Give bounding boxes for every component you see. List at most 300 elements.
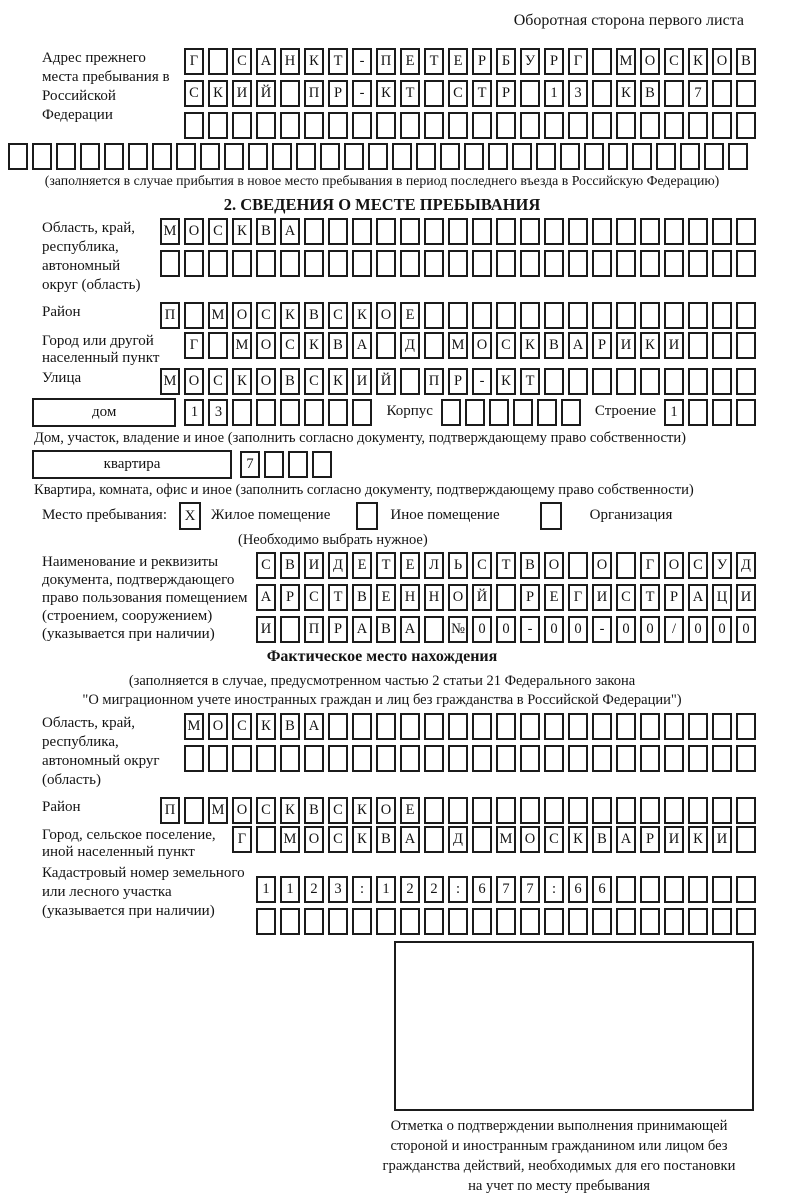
char-cell[interactable]	[184, 745, 204, 772]
char-cell[interactable]	[352, 399, 372, 426]
char-cell[interactable]	[568, 713, 588, 740]
char-cell[interactable]: С	[232, 48, 252, 75]
char-cell[interactable]: И	[592, 584, 612, 611]
char-cell[interactable]: П	[160, 302, 180, 329]
char-cell[interactable]: 2	[424, 876, 444, 903]
char-cell[interactable]: К	[376, 80, 396, 107]
char-cell[interactable]	[368, 143, 388, 170]
char-cell[interactable]	[640, 876, 660, 903]
char-cell[interactable]	[544, 218, 564, 245]
char-cell[interactable]	[232, 250, 252, 277]
char-cell[interactable]: В	[376, 826, 396, 853]
char-cell[interactable]	[184, 112, 204, 139]
char-cell[interactable]	[424, 80, 444, 107]
char-cell[interactable]	[568, 368, 588, 395]
char-cell[interactable]	[352, 250, 372, 277]
char-cell[interactable]: К	[280, 797, 300, 824]
char-cell[interactable]	[256, 745, 276, 772]
char-cell[interactable]: Г	[568, 584, 588, 611]
char-cell[interactable]	[280, 908, 300, 935]
char-cell[interactable]: В	[640, 80, 660, 107]
char-cell[interactable]: О	[256, 332, 276, 359]
char-cell[interactable]: 0	[472, 616, 492, 643]
char-cell[interactable]	[712, 112, 732, 139]
char-cell[interactable]	[688, 908, 708, 935]
char-cell[interactable]: И	[232, 80, 252, 107]
char-cell[interactable]	[128, 143, 148, 170]
char-cell[interactable]	[465, 399, 485, 426]
char-cell[interactable]: Г	[568, 48, 588, 75]
char-cell[interactable]	[544, 112, 564, 139]
char-cell[interactable]	[288, 451, 308, 478]
char-cell[interactable]: В	[376, 616, 396, 643]
char-cell[interactable]	[472, 250, 492, 277]
char-cell[interactable]: О	[184, 368, 204, 395]
char-cell[interactable]: -	[352, 80, 372, 107]
char-cell[interactable]	[536, 143, 556, 170]
char-cell[interactable]: А	[688, 584, 708, 611]
char-cell[interactable]	[352, 713, 372, 740]
char-cell[interactable]: А	[280, 218, 300, 245]
char-cell[interactable]	[376, 218, 396, 245]
char-cell[interactable]: О	[592, 552, 612, 579]
char-cell[interactable]	[616, 713, 636, 740]
char-cell[interactable]	[568, 302, 588, 329]
char-cell[interactable]: Р	[328, 616, 348, 643]
char-cell[interactable]: А	[352, 332, 372, 359]
char-cell[interactable]: Й	[256, 80, 276, 107]
char-cell[interactable]	[280, 399, 300, 426]
char-cell[interactable]: -	[352, 48, 372, 75]
char-cell[interactable]: Г	[184, 48, 204, 75]
char-cell[interactable]	[568, 250, 588, 277]
char-cell[interactable]: К	[352, 826, 372, 853]
char-cell[interactable]: А	[256, 48, 276, 75]
char-cell[interactable]: С	[448, 80, 468, 107]
char-cell[interactable]	[544, 797, 564, 824]
char-cell[interactable]	[544, 302, 564, 329]
char-cell[interactable]: С	[256, 552, 276, 579]
char-cell[interactable]	[736, 826, 756, 853]
char-cell[interactable]: Е	[400, 797, 420, 824]
char-cell[interactable]	[400, 368, 420, 395]
char-cell[interactable]: П	[376, 48, 396, 75]
char-cell[interactable]	[520, 80, 540, 107]
char-cell[interactable]: С	[544, 826, 564, 853]
char-cell[interactable]	[520, 797, 540, 824]
char-cell[interactable]	[640, 302, 660, 329]
char-cell[interactable]	[592, 112, 612, 139]
char-cell[interactable]	[656, 143, 676, 170]
char-cell[interactable]	[256, 112, 276, 139]
char-cell[interactable]: С	[328, 302, 348, 329]
stay-checkbox-organization[interactable]	[540, 502, 562, 530]
char-cell[interactable]: 0	[736, 616, 756, 643]
char-cell[interactable]: Е	[376, 584, 396, 611]
char-cell[interactable]: С	[688, 552, 708, 579]
char-cell[interactable]	[592, 745, 612, 772]
char-cell[interactable]: О	[544, 552, 564, 579]
char-cell[interactable]	[616, 218, 636, 245]
char-cell[interactable]	[664, 218, 684, 245]
char-cell[interactable]	[640, 745, 660, 772]
char-cell[interactable]	[248, 143, 268, 170]
char-cell[interactable]: Р	[544, 48, 564, 75]
char-cell[interactable]: М	[232, 332, 252, 359]
char-cell[interactable]	[584, 143, 604, 170]
char-cell[interactable]	[184, 302, 204, 329]
char-cell[interactable]: Т	[520, 368, 540, 395]
char-cell[interactable]	[632, 143, 652, 170]
char-cell[interactable]: В	[544, 332, 564, 359]
char-cell[interactable]	[208, 745, 228, 772]
char-cell[interactable]	[448, 250, 468, 277]
char-cell[interactable]	[376, 745, 396, 772]
char-cell[interactable]	[352, 908, 372, 935]
char-cell[interactable]: Р	[328, 80, 348, 107]
char-cell[interactable]: Е	[448, 48, 468, 75]
char-cell[interactable]	[272, 143, 292, 170]
char-cell[interactable]	[640, 218, 660, 245]
char-cell[interactable]	[544, 908, 564, 935]
char-cell[interactable]	[280, 80, 300, 107]
char-cell[interactable]	[520, 302, 540, 329]
char-cell[interactable]	[736, 302, 756, 329]
char-cell[interactable]	[512, 143, 532, 170]
char-cell[interactable]	[568, 745, 588, 772]
char-cell[interactable]: Т	[328, 584, 348, 611]
char-cell[interactable]	[232, 112, 252, 139]
char-cell[interactable]	[712, 745, 732, 772]
char-cell[interactable]: В	[352, 584, 372, 611]
char-cell[interactable]: И	[256, 616, 276, 643]
char-cell[interactable]: В	[280, 368, 300, 395]
char-cell[interactable]	[376, 112, 396, 139]
char-cell[interactable]: О	[376, 797, 396, 824]
char-cell[interactable]	[280, 745, 300, 772]
char-cell[interactable]: П	[304, 80, 324, 107]
char-cell[interactable]: 1	[664, 399, 684, 426]
char-cell[interactable]: И	[736, 584, 756, 611]
char-cell[interactable]	[344, 143, 364, 170]
char-cell[interactable]: 1	[544, 80, 564, 107]
char-cell[interactable]: Е	[544, 584, 564, 611]
char-cell[interactable]	[688, 797, 708, 824]
char-cell[interactable]	[472, 745, 492, 772]
char-cell[interactable]	[520, 218, 540, 245]
char-cell[interactable]: К	[568, 826, 588, 853]
char-cell[interactable]: Р	[448, 368, 468, 395]
char-cell[interactable]	[664, 250, 684, 277]
char-cell[interactable]	[688, 250, 708, 277]
char-cell[interactable]	[712, 332, 732, 359]
char-cell[interactable]: М	[496, 826, 516, 853]
char-cell[interactable]: С	[616, 584, 636, 611]
char-cell[interactable]: Й	[376, 368, 396, 395]
char-cell[interactable]	[592, 48, 612, 75]
char-cell[interactable]: 1	[376, 876, 396, 903]
char-cell[interactable]	[424, 797, 444, 824]
stay-checkbox-other-premises[interactable]	[356, 502, 378, 530]
char-cell[interactable]	[304, 250, 324, 277]
char-cell[interactable]	[104, 143, 124, 170]
char-cell[interactable]	[376, 908, 396, 935]
char-cell[interactable]	[424, 826, 444, 853]
char-cell[interactable]: Д	[328, 552, 348, 579]
char-cell[interactable]	[328, 908, 348, 935]
char-cell[interactable]	[296, 143, 316, 170]
char-cell[interactable]: О	[232, 797, 252, 824]
char-cell[interactable]: С	[208, 368, 228, 395]
char-cell[interactable]	[376, 332, 396, 359]
char-cell[interactable]: -	[592, 616, 612, 643]
char-cell[interactable]	[616, 250, 636, 277]
char-cell[interactable]: Й	[472, 584, 492, 611]
char-cell[interactable]	[376, 250, 396, 277]
char-cell[interactable]: 6	[568, 876, 588, 903]
char-cell[interactable]: Н	[400, 584, 420, 611]
stay-checkbox-residential[interactable]: X	[179, 502, 201, 530]
char-cell[interactable]	[520, 908, 540, 935]
char-cell[interactable]	[496, 112, 516, 139]
char-cell[interactable]: К	[640, 332, 660, 359]
char-cell[interactable]	[544, 713, 564, 740]
char-cell[interactable]	[184, 797, 204, 824]
char-cell[interactable]	[640, 797, 660, 824]
char-cell[interactable]: К	[520, 332, 540, 359]
char-cell[interactable]	[496, 584, 516, 611]
char-cell[interactable]	[176, 143, 196, 170]
char-cell[interactable]	[736, 745, 756, 772]
char-cell[interactable]	[664, 797, 684, 824]
char-cell[interactable]: О	[184, 218, 204, 245]
char-cell[interactable]	[280, 250, 300, 277]
char-cell[interactable]: В	[520, 552, 540, 579]
char-cell[interactable]	[256, 908, 276, 935]
char-cell[interactable]: О	[304, 826, 324, 853]
char-cell[interactable]: Е	[400, 48, 420, 75]
char-cell[interactable]: 0	[568, 616, 588, 643]
char-cell[interactable]: 3	[568, 80, 588, 107]
char-cell[interactable]	[496, 302, 516, 329]
char-cell[interactable]	[312, 451, 332, 478]
char-cell[interactable]	[736, 368, 756, 395]
char-cell[interactable]	[440, 143, 460, 170]
char-cell[interactable]: 2	[400, 876, 420, 903]
char-cell[interactable]: К	[256, 713, 276, 740]
char-cell[interactable]	[496, 745, 516, 772]
char-cell[interactable]: Е	[352, 552, 372, 579]
char-cell[interactable]	[664, 745, 684, 772]
char-cell[interactable]	[544, 745, 564, 772]
char-cell[interactable]	[513, 399, 533, 426]
char-cell[interactable]	[352, 745, 372, 772]
char-cell[interactable]: Ц	[712, 584, 732, 611]
char-cell[interactable]: П	[304, 616, 324, 643]
char-cell[interactable]	[736, 250, 756, 277]
char-cell[interactable]	[592, 250, 612, 277]
char-cell[interactable]: С	[328, 826, 348, 853]
char-cell[interactable]	[664, 368, 684, 395]
char-cell[interactable]	[200, 143, 220, 170]
char-cell[interactable]: В	[592, 826, 612, 853]
char-cell[interactable]	[304, 399, 324, 426]
char-cell[interactable]: 0	[544, 616, 564, 643]
char-cell[interactable]	[496, 797, 516, 824]
char-cell[interactable]: -	[472, 368, 492, 395]
char-cell[interactable]: С	[256, 797, 276, 824]
char-cell[interactable]	[537, 399, 557, 426]
char-cell[interactable]	[544, 250, 564, 277]
char-cell[interactable]: А	[256, 584, 276, 611]
char-cell[interactable]	[736, 218, 756, 245]
char-cell[interactable]: С	[208, 218, 228, 245]
char-cell[interactable]	[496, 250, 516, 277]
char-cell[interactable]	[472, 112, 492, 139]
char-cell[interactable]: 3	[208, 399, 228, 426]
char-cell[interactable]	[688, 399, 708, 426]
char-cell[interactable]	[400, 908, 420, 935]
char-cell[interactable]	[424, 616, 444, 643]
char-cell[interactable]: Р	[280, 584, 300, 611]
char-cell[interactable]	[568, 112, 588, 139]
char-cell[interactable]: Н	[424, 584, 444, 611]
char-cell[interactable]	[712, 302, 732, 329]
char-cell[interactable]	[320, 143, 340, 170]
char-cell[interactable]	[664, 713, 684, 740]
char-cell[interactable]	[400, 218, 420, 245]
char-cell[interactable]	[328, 713, 348, 740]
char-cell[interactable]	[424, 332, 444, 359]
char-cell[interactable]: Е	[400, 302, 420, 329]
char-cell[interactable]	[688, 368, 708, 395]
char-cell[interactable]	[616, 876, 636, 903]
char-cell[interactable]: К	[232, 218, 252, 245]
char-cell[interactable]: :	[448, 876, 468, 903]
char-cell[interactable]: Р	[664, 584, 684, 611]
char-cell[interactable]: Т	[400, 80, 420, 107]
char-cell[interactable]: 2	[304, 876, 324, 903]
char-cell[interactable]: 0	[688, 616, 708, 643]
char-cell[interactable]: Т	[376, 552, 396, 579]
char-cell[interactable]: К	[208, 80, 228, 107]
char-cell[interactable]: К	[688, 826, 708, 853]
char-cell[interactable]: Р	[592, 332, 612, 359]
char-cell[interactable]: О	[232, 302, 252, 329]
char-cell[interactable]	[441, 399, 461, 426]
char-cell[interactable]	[352, 112, 372, 139]
char-cell[interactable]: Д	[400, 332, 420, 359]
char-cell[interactable]	[424, 745, 444, 772]
char-cell[interactable]: О	[256, 368, 276, 395]
char-cell[interactable]	[568, 218, 588, 245]
char-cell[interactable]	[664, 112, 684, 139]
char-cell[interactable]: 6	[472, 876, 492, 903]
char-cell[interactable]	[352, 218, 372, 245]
char-cell[interactable]	[592, 908, 612, 935]
char-cell[interactable]: И	[664, 332, 684, 359]
char-cell[interactable]: К	[304, 332, 324, 359]
char-cell[interactable]: М	[448, 332, 468, 359]
char-cell[interactable]: А	[400, 826, 420, 853]
char-cell[interactable]	[664, 876, 684, 903]
char-cell[interactable]	[472, 908, 492, 935]
char-cell[interactable]: С	[664, 48, 684, 75]
char-cell[interactable]	[712, 876, 732, 903]
char-cell[interactable]: 3	[328, 876, 348, 903]
char-cell[interactable]: В	[304, 302, 324, 329]
char-cell[interactable]	[400, 713, 420, 740]
char-cell[interactable]: К	[280, 302, 300, 329]
char-cell[interactable]: О	[664, 552, 684, 579]
char-cell[interactable]	[688, 876, 708, 903]
char-cell[interactable]	[688, 332, 708, 359]
char-cell[interactable]	[160, 250, 180, 277]
char-cell[interactable]	[568, 552, 588, 579]
char-cell[interactable]	[736, 112, 756, 139]
char-cell[interactable]: В	[256, 218, 276, 245]
char-cell[interactable]	[664, 908, 684, 935]
char-cell[interactable]	[640, 368, 660, 395]
char-cell[interactable]	[712, 250, 732, 277]
char-cell[interactable]	[56, 143, 76, 170]
char-cell[interactable]: С	[184, 80, 204, 107]
char-cell[interactable]	[280, 616, 300, 643]
char-cell[interactable]	[664, 80, 684, 107]
char-cell[interactable]	[688, 713, 708, 740]
char-cell[interactable]	[328, 250, 348, 277]
char-cell[interactable]	[712, 218, 732, 245]
char-cell[interactable]	[464, 143, 484, 170]
char-cell[interactable]	[664, 302, 684, 329]
char-cell[interactable]	[280, 112, 300, 139]
char-cell[interactable]: И	[712, 826, 732, 853]
char-cell[interactable]	[472, 797, 492, 824]
char-cell[interactable]	[424, 908, 444, 935]
char-cell[interactable]: С	[328, 797, 348, 824]
char-cell[interactable]: И	[616, 332, 636, 359]
char-cell[interactable]	[424, 302, 444, 329]
char-cell[interactable]: О	[208, 713, 228, 740]
char-cell[interactable]	[616, 745, 636, 772]
char-cell[interactable]	[712, 368, 732, 395]
char-cell[interactable]	[392, 143, 412, 170]
char-cell[interactable]	[616, 302, 636, 329]
char-cell[interactable]	[736, 399, 756, 426]
char-cell[interactable]	[448, 218, 468, 245]
char-cell[interactable]	[496, 218, 516, 245]
char-cell[interactable]	[32, 143, 52, 170]
char-cell[interactable]	[496, 713, 516, 740]
char-cell[interactable]	[400, 745, 420, 772]
char-cell[interactable]: Е	[400, 552, 420, 579]
char-cell[interactable]: 7	[240, 451, 260, 478]
char-cell[interactable]: М	[160, 368, 180, 395]
char-cell[interactable]	[616, 552, 636, 579]
char-cell[interactable]	[304, 908, 324, 935]
char-cell[interactable]	[328, 218, 348, 245]
char-cell[interactable]	[640, 112, 660, 139]
char-cell[interactable]: 1	[280, 876, 300, 903]
char-cell[interactable]: А	[568, 332, 588, 359]
char-cell[interactable]: Д	[448, 826, 468, 853]
char-cell[interactable]: О	[520, 826, 540, 853]
char-cell[interactable]	[448, 745, 468, 772]
char-cell[interactable]	[152, 143, 172, 170]
char-cell[interactable]: -	[520, 616, 540, 643]
char-cell[interactable]	[736, 713, 756, 740]
char-cell[interactable]: В	[280, 713, 300, 740]
